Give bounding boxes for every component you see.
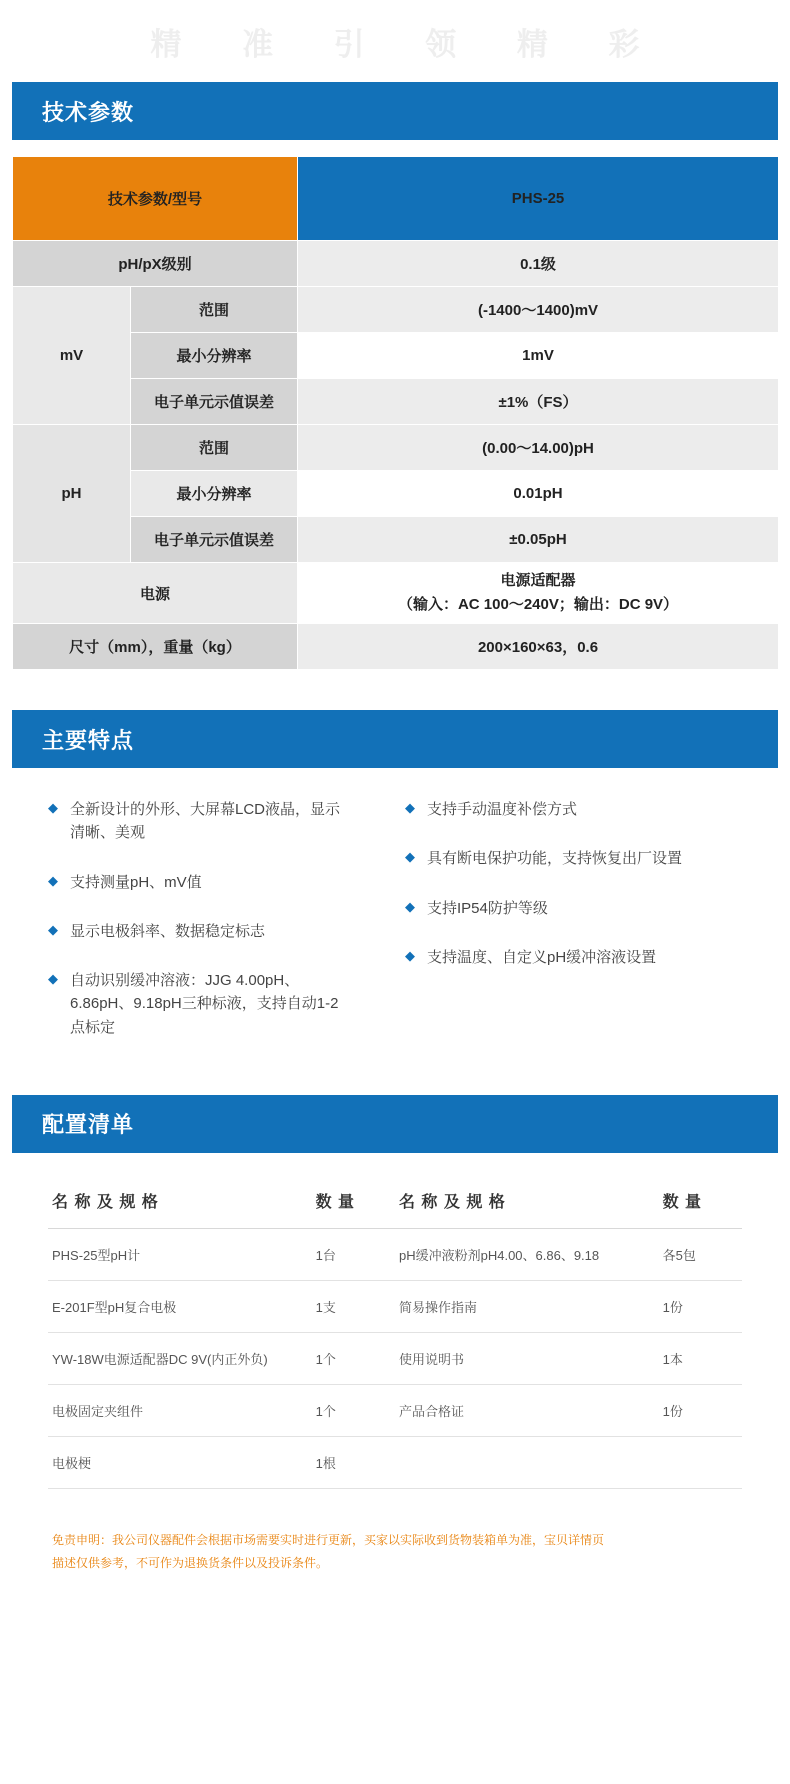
config-cell-qty: 1份 bbox=[659, 1280, 742, 1332]
config-block bbox=[12, 1153, 778, 1499]
features-column-left bbox=[48, 798, 395, 1039]
diamond-bullet-icon: ◆ bbox=[405, 898, 415, 914]
spec-value-power bbox=[298, 563, 779, 624]
table-row bbox=[13, 425, 779, 471]
feature-text: 支持测量pH、mV值 bbox=[70, 873, 202, 891]
spec-label: 最小分辨率 bbox=[131, 333, 298, 379]
config-cell-qty: 1本 bbox=[659, 1332, 742, 1384]
table-row bbox=[13, 241, 779, 287]
feature-item bbox=[405, 847, 742, 870]
features-block bbox=[12, 768, 778, 1065]
spec-value: ±1%（FS） bbox=[298, 379, 779, 425]
features-column-right bbox=[395, 798, 742, 1039]
feature-text: 支持手动温度补偿方式 bbox=[427, 801, 578, 818]
config-cell-name: 使用说明书 bbox=[395, 1332, 659, 1384]
feature-text: 显示电极斜率、数据稳定标志 bbox=[70, 922, 266, 940]
spec-label-size: 尺寸（mm），重量（kg） bbox=[13, 624, 298, 670]
spec-value: 1mV bbox=[298, 333, 779, 379]
config-cell-name: E-201F型pH复合电极 bbox=[48, 1280, 312, 1332]
config-cell-qty: 1根 bbox=[312, 1436, 395, 1488]
spec-label: 电子单元示值误差 bbox=[131, 379, 298, 425]
watermark-heading: 精 准 引 领 精 彩 bbox=[150, 26, 666, 62]
config-cell-name: 电极梗 bbox=[48, 1436, 312, 1488]
config-cell-qty: 1份 bbox=[659, 1384, 742, 1436]
feature-item bbox=[48, 798, 395, 845]
spec-header-param: 技术参数/型号 bbox=[13, 157, 298, 241]
table-row bbox=[48, 1436, 742, 1488]
config-cell-name: 产品合格证 bbox=[395, 1384, 659, 1436]
config-cell-qty: 各5包 bbox=[659, 1228, 742, 1280]
feature-item bbox=[48, 920, 395, 943]
power-line-1: 电源适配器 bbox=[500, 572, 576, 589]
diamond-bullet-icon: ◆ bbox=[48, 921, 58, 937]
section-header-features bbox=[12, 710, 778, 768]
feature-item bbox=[405, 897, 742, 920]
spec-value: 0.1级 bbox=[298, 241, 779, 287]
spec-header-model: PHS-25 bbox=[298, 157, 779, 241]
spec-value: (0.00～14.00)pH bbox=[298, 425, 779, 471]
spec-label: 电子单元示值误差 bbox=[131, 517, 298, 563]
table-row bbox=[48, 1332, 742, 1384]
config-cell-qty: 1个 bbox=[312, 1384, 395, 1436]
feature-text: 具有断电保护功能，支持恢复出厂设置 bbox=[427, 850, 683, 868]
config-cell-name: 简易操作指南 bbox=[395, 1280, 659, 1332]
disclaimer bbox=[12, 1529, 778, 1575]
config-header-name-2: 名 称 及 规 格 bbox=[395, 1179, 659, 1229]
spec-label-power: 电源 bbox=[13, 563, 298, 624]
disclaimer-line-1: 免责申明：我公司仪器配件会根据市场需要实时进行更新，买家以实际收到货物装箱单为准，宝贝详情页 bbox=[52, 1532, 605, 1547]
table-row bbox=[13, 563, 779, 624]
table-row bbox=[13, 624, 779, 670]
table-row bbox=[48, 1384, 742, 1436]
diamond-bullet-icon: ◆ bbox=[405, 849, 415, 865]
spec-value: 0.01pH bbox=[298, 471, 779, 517]
table-row bbox=[48, 1228, 742, 1280]
section-title-features: 主要特点 bbox=[42, 727, 135, 753]
table-row bbox=[13, 287, 779, 333]
spec-group-ph: pH bbox=[13, 425, 131, 563]
config-cell-name: PHS-25型pH计 bbox=[48, 1228, 312, 1280]
table-header-row bbox=[48, 1179, 742, 1229]
spec-value-size: 200×160×63，0.6 bbox=[298, 624, 779, 670]
diamond-bullet-icon: ◆ bbox=[48, 800, 58, 815]
spec-label: 范围 bbox=[131, 425, 298, 471]
feature-item bbox=[405, 946, 742, 969]
section-title-config: 配置清单 bbox=[42, 1112, 135, 1138]
spec-table bbox=[12, 156, 779, 670]
spec-value: ±0.05pH bbox=[298, 517, 779, 563]
feature-item bbox=[48, 871, 395, 894]
config-cell-name: 电极固定夹组件 bbox=[48, 1384, 312, 1436]
config-cell-qty bbox=[659, 1436, 742, 1488]
spec-value: (-1400～1400)mV bbox=[298, 287, 779, 333]
spec-label: 范围 bbox=[131, 287, 298, 333]
spec-label: 最小分辨率 bbox=[131, 471, 298, 517]
config-cell-qty: 1台 bbox=[312, 1228, 395, 1280]
config-cell-name bbox=[395, 1436, 659, 1488]
config-cell-qty: 1支 bbox=[312, 1280, 395, 1332]
feature-text: 自动识别缓冲溶液：JJG 4.00pH、6.86pH、9.18pH三种标液，支持自动1-2点标定 bbox=[70, 972, 339, 1036]
power-line-2: （输入：AC 100～240V；输出：DC 9V） bbox=[397, 596, 679, 613]
config-cell-qty: 1个 bbox=[312, 1332, 395, 1384]
feature-text: 全新设计的外形、大屏幕LCD液晶，显示清晰、美观 bbox=[70, 801, 341, 842]
table-row bbox=[13, 157, 779, 241]
spec-group-mv: mV bbox=[13, 287, 131, 425]
section-title-spec: 技术参数 bbox=[42, 99, 135, 125]
config-header-qty-2: 数 量 bbox=[659, 1179, 742, 1229]
feature-text: 支持IP54防护等级 bbox=[427, 899, 548, 917]
spec-label: pH/pX级别 bbox=[13, 241, 298, 287]
feature-item bbox=[48, 969, 395, 1039]
section-header-config bbox=[12, 1095, 778, 1153]
diamond-bullet-icon: ◆ bbox=[405, 800, 415, 815]
feature-text: 支持温度、自定义pH缓冲溶液设置 bbox=[427, 948, 657, 966]
diamond-bullet-icon: ◆ bbox=[48, 872, 58, 888]
config-header-name-1: 名 称 及 规 格 bbox=[48, 1179, 312, 1229]
feature-item bbox=[405, 798, 742, 821]
disclaimer-line-2: 描述仅供参考，不可作为退换货条件以及投诉条件。 bbox=[52, 1555, 329, 1570]
config-table bbox=[48, 1179, 742, 1489]
diamond-bullet-icon: ◆ bbox=[48, 971, 58, 986]
config-cell-name: pH缓冲液粉剂pH4.00、6.86、9.18 bbox=[395, 1228, 659, 1280]
config-header-qty-1: 数 量 bbox=[312, 1179, 395, 1229]
diamond-bullet-icon: ◆ bbox=[405, 947, 415, 963]
config-cell-name: YW-18W电源适配器DC 9V(内正外负) bbox=[48, 1332, 312, 1384]
table-row bbox=[48, 1280, 742, 1332]
section-header-spec bbox=[12, 82, 778, 140]
